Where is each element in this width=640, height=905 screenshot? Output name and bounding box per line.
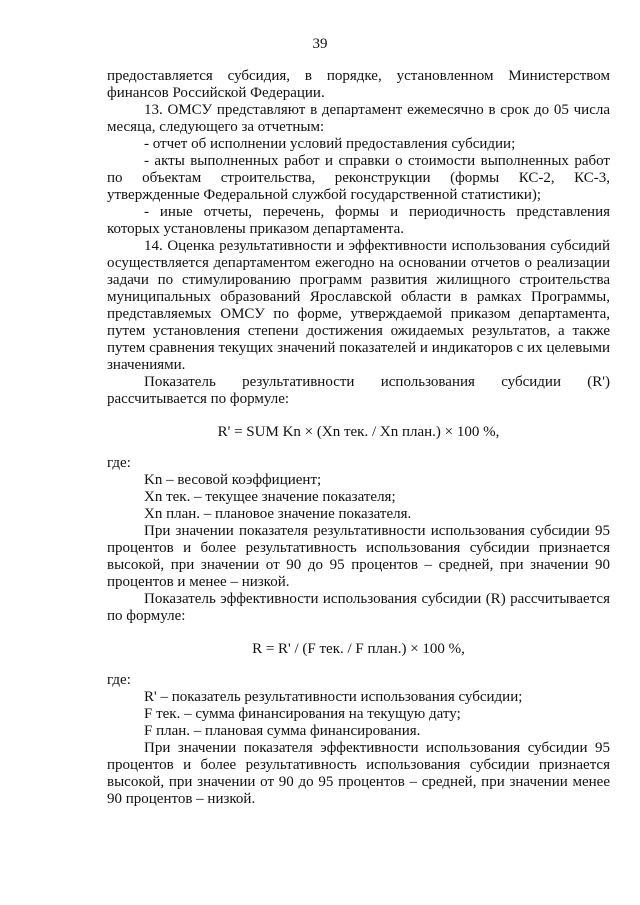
- paragraph-continuation: предоставляется субсидия, в порядке, установленном Министерством финансов Российской Федерации.: [107, 68, 610, 101]
- paragraph-efficiency-indicator: Показатель эффективности использования субсидии (R) рассчитывается по формуле:: [107, 591, 610, 624]
- document-body: [107, 68, 610, 808]
- formula-result: R' = SUM Kn × (Xn тек. / Xn план.) × 100 %,: [217, 424, 500, 440]
- definition-xn-plan: Xn план. – плановое значение показателя.: [144, 506, 412, 522]
- list-item-report: - отчет об исполнении условий предоставления субсидии;: [144, 136, 516, 152]
- formula-efficiency: R = R' / (F тек. / F план.) × 100 %,: [252, 641, 465, 657]
- definition-f-current: F тек. – сумма финансирования на текущую дату;: [144, 706, 461, 722]
- list-item-other-reports: - иные отчеты, перечень, формы и периодичность представления которых установлены приказом департамента.: [107, 204, 610, 237]
- paragraph-efficiency-thresholds: При значении показателя эффективности использования субсидии 95 процентов и более результативность использования субсидии признается высокой, при значении от 90 до 95 процентов – средней, при значении менее 90 процентов – низкой.: [107, 740, 610, 807]
- definition-kn: Kn – весовой коэффициент;: [144, 472, 322, 488]
- paragraph-result-thresholds: При значении показателя результативности использования субсидии 95 процентов и более результативность использования субсидии признается высокой, при значении от 90 до 95 процентов – средней, при значении 90 процентов и менее – низкой.: [107, 523, 610, 590]
- page-number: 39: [312, 36, 328, 52]
- definition-r-prime: R' – показатель результативности использования субсидии;: [144, 689, 523, 705]
- where-label: где:: [107, 672, 131, 688]
- list-item-acts: - акты выполненных работ и справки о стоимости выполненных работ по объектам строительства, реконструкции (формы КС-2, КС-3, утвержденные Федеральной службой государственной статистики);: [107, 153, 610, 203]
- paragraph-13: 13. ОМСУ представляют в департамент ежемесячно в срок до 05 числа месяца, следующего за отчетным:: [107, 102, 610, 135]
- paragraph-result-indicator: Показатель результативности использования субсидии (R') рассчитывается по формуле:: [107, 374, 610, 407]
- definition-xn-current: Xn тек. – текущее значение показателя;: [144, 489, 396, 505]
- paragraph-14: 14. Оценка результативности и эффективности использования субсидий осуществляется департаментом ежегодно на основании отчетов о реализации задачи по стимулированию программ развития жилищного строительства муниципальных образований Ярославской области в рамках Программы, представляемых ОМСУ по форме, утверждаемой приказом департамента, путем установления степени достижения ожидаемых результатов, а также путем сравнения текущих значений показателей и индикаторов с их целевыми значениями.: [107, 238, 610, 373]
- definition-f-plan: F план. – плановая сумма финансирования.: [144, 723, 421, 739]
- where-label: где:: [107, 455, 131, 471]
